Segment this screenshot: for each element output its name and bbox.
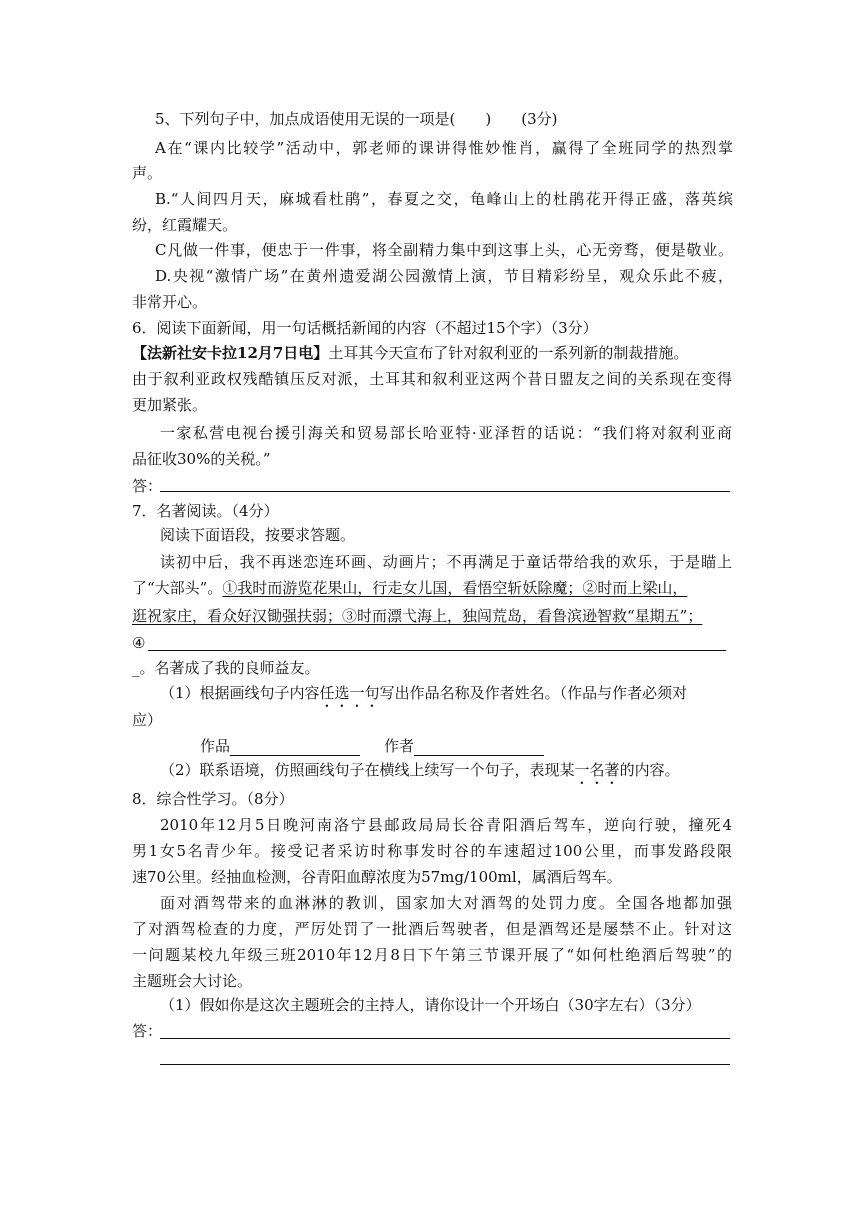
q8-answer-line1[interactable] — [160, 1038, 730, 1039]
q5-option-b-cont: 纷，红霞耀天。 — [132, 216, 238, 234]
q7-author-input[interactable] — [414, 739, 544, 756]
q6-news-line1 — [132, 343, 732, 363]
q8-para1-line3: 速70公里。经抽血检测，谷青阳血醇浓度为57mg/100ml，属酒后驾车。 — [132, 868, 622, 886]
q6-news-line2: 由于叙利亚政权残酷镇压反对派，土耳其和叙利亚这两个昔日盟友之间的关系现在变得 — [132, 370, 732, 388]
q7-underlined-line3: 逛祝家庄，看众好汉锄强扶弱；③时而漂弋海上，独闯荒岛，看鲁滨逊智救“星期五”； — [132, 607, 703, 625]
q7-sub1-emphasis: 任选一句 — [319, 684, 380, 702]
q7-work-input[interactable] — [230, 739, 360, 756]
q8-answer-line2[interactable] — [160, 1064, 730, 1065]
q6-stem: 6．阅读下面新闻，用一句话概括新闻的内容（不超过15个字）（3分） — [132, 319, 598, 337]
q7-author-label: 作者 — [384, 737, 415, 755]
q8-para2-line4: 主题班会大讨论。 — [132, 972, 253, 990]
q8-para2-line1: 面对酒驾带来的血淋淋的教训，国家加大对酒驾的处罚力度。全国各地都加强 — [160, 894, 732, 912]
q6-news-text: 土耳其今天宣布了针对叙利亚的一系列新的制裁措施。 — [328, 344, 689, 362]
q5-option-d: D.央视“激情广场”在黄州遗爱湖公园激情上演，节目精彩纷呈，观众乐此不疲， — [155, 267, 733, 285]
q6-news-line3: 更加紧张。 — [132, 396, 208, 414]
q7-sub1-cont: 应） — [132, 711, 163, 729]
q7-sub1-text: （1）根据画线句子内容 — [160, 684, 320, 702]
q6-answer-label: 答： — [132, 477, 163, 495]
q8-stem: 8．综合性学习。（8分） — [132, 790, 294, 808]
q7-work-author-row — [200, 736, 600, 756]
q7-sub2-text-end: 的内容。 — [619, 761, 680, 779]
q8-para2-line3: 一问题某校九年级三班2010年12月8日下午第三节课开展了“如何杜绝酒后驾驶”的 — [132, 946, 732, 964]
q8-para2-line2: 了对酒驾检查的力度，严厉处罚了一批酒后驾驶者，但是酒驾还是屡禁不止。针对这 — [132, 920, 732, 938]
q5-stem: 5、下列句子中，加点成语使用无误的一项是( ) (3分) — [155, 110, 558, 128]
q8-para1-line2: 男1女5名青少年。接受记者采访时称事发时谷的车速超过100公里，而事发路段限 — [132, 842, 732, 860]
q7-fill-line[interactable] — [148, 650, 726, 651]
q7-sub2-emphasis: 一名著 — [574, 761, 620, 779]
q7-sub1 — [160, 683, 734, 711]
q7-stem: 7．名著阅读。（4分） — [132, 502, 279, 520]
q8-para1-line1: 2010年12月5日晚河南洛宁县邮政局局长谷青阳酒后驾车，逆向行驶，撞死4 — [160, 816, 732, 834]
q7-passage-text: 了“大部头”。 — [132, 579, 223, 597]
q7-passage-line1: 读初中后，我不再迷恋连环画、动画片；不再满足于童话带给我的欢乐，于是瞄上 — [160, 553, 732, 571]
q7-instruction: 阅读下面语段，按要求答题。 — [160, 526, 356, 544]
q6-news-line5: 品征收30%的关税。” — [132, 450, 271, 468]
q5-option-b: B.“人间四月天，麻城看杜鹃”，春夏之交，龟峰山上的杜鹃花开得正盛，落英缤 — [155, 190, 733, 208]
q5-option-a: A在“课内比较学”活动中，郭老师的课讲得惟妙惟肖，赢得了全班同学的热烈掌 — [155, 139, 733, 157]
q8-answer-label: 答： — [132, 1022, 163, 1040]
q5-option-c: C凡做一件事，便忠于一件事，将全副精力集中到这事上头，心无旁骛，便是敬业。 — [155, 241, 733, 259]
q7-work-label: 作品 — [200, 737, 231, 755]
q6-news-dateline: 【法新社安卡拉12月7日电】 — [132, 344, 329, 362]
q6-answer-line[interactable] — [160, 491, 730, 492]
q8-sub1: （1）假如你是这次主题班会的主持人，请你设计一个开场白（30字左右）（3分） — [160, 996, 701, 1014]
q7-underlined-sentences: ①我时而游览花果山，行走女儿国，看悟空斩妖除魔；②时而上梁山， — [222, 579, 688, 597]
q6-news-line4: 一家私营电视台援引海关和贸易部长哈亚特·亚泽哲的话说：“我们将对叙利亚商 — [160, 424, 732, 442]
q7-sub2-text: （2）联系语境，仿照画线句子在横线上续写一个句子，表现某 — [160, 761, 575, 779]
q5-option-d-cont: 非常开心。 — [132, 293, 208, 311]
q7-sub2 — [160, 760, 734, 788]
q7-sub1-text-end: 写出作品名称及作者姓名。（作品与作者必须对 — [379, 684, 688, 702]
q7-passage-line2 — [132, 578, 734, 598]
q7-blank-number: ④ — [132, 634, 146, 652]
q7-passage-end: _。名著成了我的良师益友。 — [132, 659, 320, 677]
q5-option-a-cont: 声。 — [132, 164, 163, 182]
